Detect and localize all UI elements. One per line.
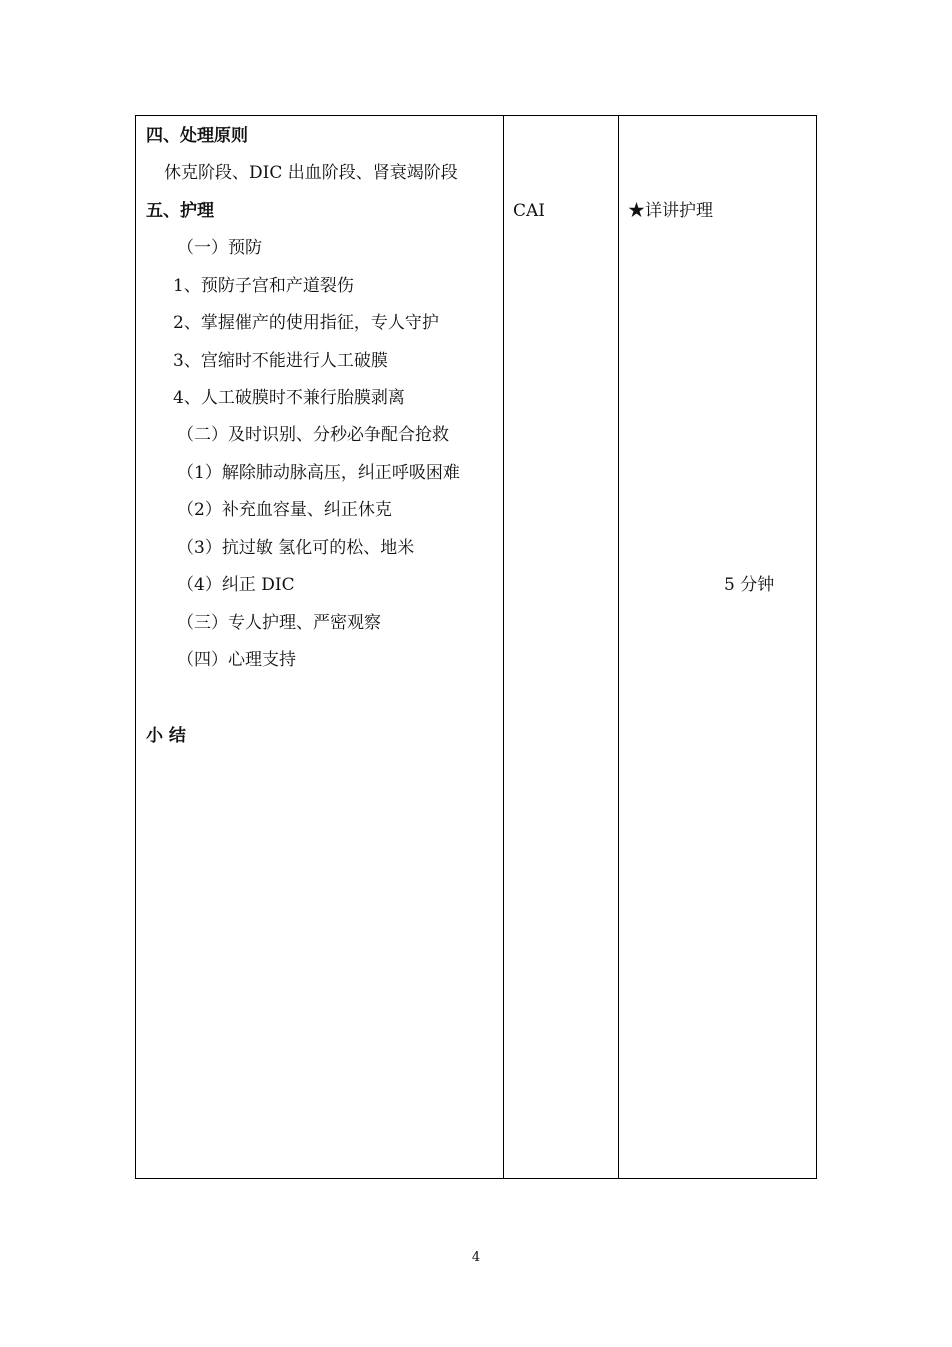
content-line: 1、预防子宫和产道裂伤 bbox=[173, 276, 354, 296]
content-line: （4）纠正 DIC bbox=[177, 575, 295, 595]
content-line: （3）抗过敏 氢化可的松、地米 bbox=[177, 538, 415, 558]
section-heading-nursing: 五、护理 bbox=[146, 201, 214, 221]
content-line: 休克阶段、DIC 出血阶段、肾衰竭阶段 bbox=[164, 163, 458, 183]
key-point-note: ★详讲护理 bbox=[628, 201, 713, 221]
notes-column bbox=[619, 116, 817, 1178]
teaching-method: CAI bbox=[513, 201, 545, 221]
time-allocation: 5 分钟 bbox=[724, 575, 775, 595]
method-column bbox=[504, 116, 618, 1178]
content-line: 2、掌握催产的使用指征，专人守护 bbox=[173, 313, 439, 333]
page-number: 4 bbox=[471, 1250, 481, 1265]
content-column bbox=[136, 116, 503, 1178]
content-line: （1）解除肺动脉高压，纠正呼吸困难 bbox=[177, 463, 460, 483]
section-heading-treatment-principles: 四、处理原则 bbox=[146, 126, 248, 146]
content-line: （三）专人护理、严密观察 bbox=[177, 613, 381, 633]
lesson-plan-table bbox=[135, 115, 817, 1179]
content-line: （四）心理支持 bbox=[177, 650, 296, 670]
content-line: （二）及时识别、分秒必争配合抢救 bbox=[177, 425, 449, 445]
content-line: （一）预防 bbox=[177, 238, 262, 258]
content-line: 3、宫缩时不能进行人工破膜 bbox=[173, 351, 388, 371]
content-line: 4、人工破膜时不兼行胎膜剥离 bbox=[173, 388, 405, 408]
content-line: （2）补充血容量、纠正休克 bbox=[177, 500, 392, 520]
section-heading-summary: 小 结 bbox=[146, 726, 186, 746]
